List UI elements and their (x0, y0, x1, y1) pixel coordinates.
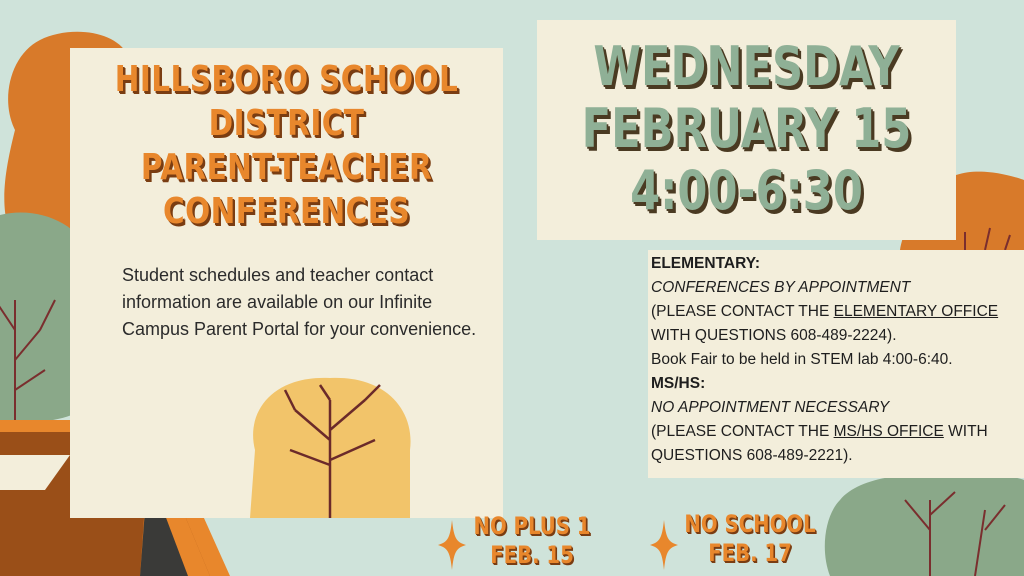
contact-text: WITH (943, 423, 988, 440)
title-line: CONFERENCES (163, 191, 410, 232)
date-day: WEDNESDAY (593, 35, 900, 98)
no-plus-one-badge (448, 512, 616, 570)
elementary-contact (651, 300, 1023, 324)
no-school-badge (662, 510, 838, 568)
badge-line: NO SCHOOL (684, 510, 816, 538)
book-fair-note: Book Fair to be held in STEM lab 4:00-6:40. (651, 351, 953, 368)
elementary-note: CONFERENCES BY APPOINTMENT (651, 279, 911, 296)
contact-text: (PLEASE CONTACT THE (651, 423, 834, 440)
elementary-heading: ELEMENTARY: (651, 255, 761, 272)
event-title (70, 58, 503, 234)
title-line: DISTRICT (208, 103, 365, 144)
yellow-tree (235, 370, 425, 518)
portal-description: Student schedules and teacher contact information are available on our Infinite Campus Parent Portal for your convenience. (122, 265, 477, 339)
mshs-contact (651, 420, 1023, 444)
school-details-panel (648, 250, 1024, 478)
sage-tree-right (825, 474, 1024, 576)
badge-line: NO PLUS 1 (473, 512, 591, 540)
contact-text: (PLEASE CONTACT THE (651, 303, 834, 320)
date-time: 4:00-6:30 (630, 159, 863, 222)
mshs-office-link[interactable]: MS/HS OFFICE (833, 423, 944, 440)
mshs-contact-phone: QUESTIONS 608-489-2221). (651, 447, 853, 464)
mshs-heading: MS/HS: (651, 375, 706, 392)
school-details (651, 252, 1023, 468)
badge-line: FEB. 17 (708, 539, 792, 567)
title-line: PARENT-TEACHER (140, 147, 433, 188)
title-line: HILLSBORO SCHOOL (114, 59, 459, 100)
event-date (537, 36, 956, 222)
date-panel (537, 20, 956, 240)
elementary-contact-phone: WITH QUESTIONS 608-489-2224). (651, 327, 897, 344)
conference-info-panel (70, 48, 503, 518)
elementary-office-link[interactable]: ELEMENTARY OFFICE (833, 303, 999, 320)
mshs-note: NO APPOINTMENT NECESSARY (651, 399, 890, 416)
badge-line: FEB. 15 (490, 541, 574, 569)
date-month-day: FEBRUARY 15 (581, 97, 912, 160)
